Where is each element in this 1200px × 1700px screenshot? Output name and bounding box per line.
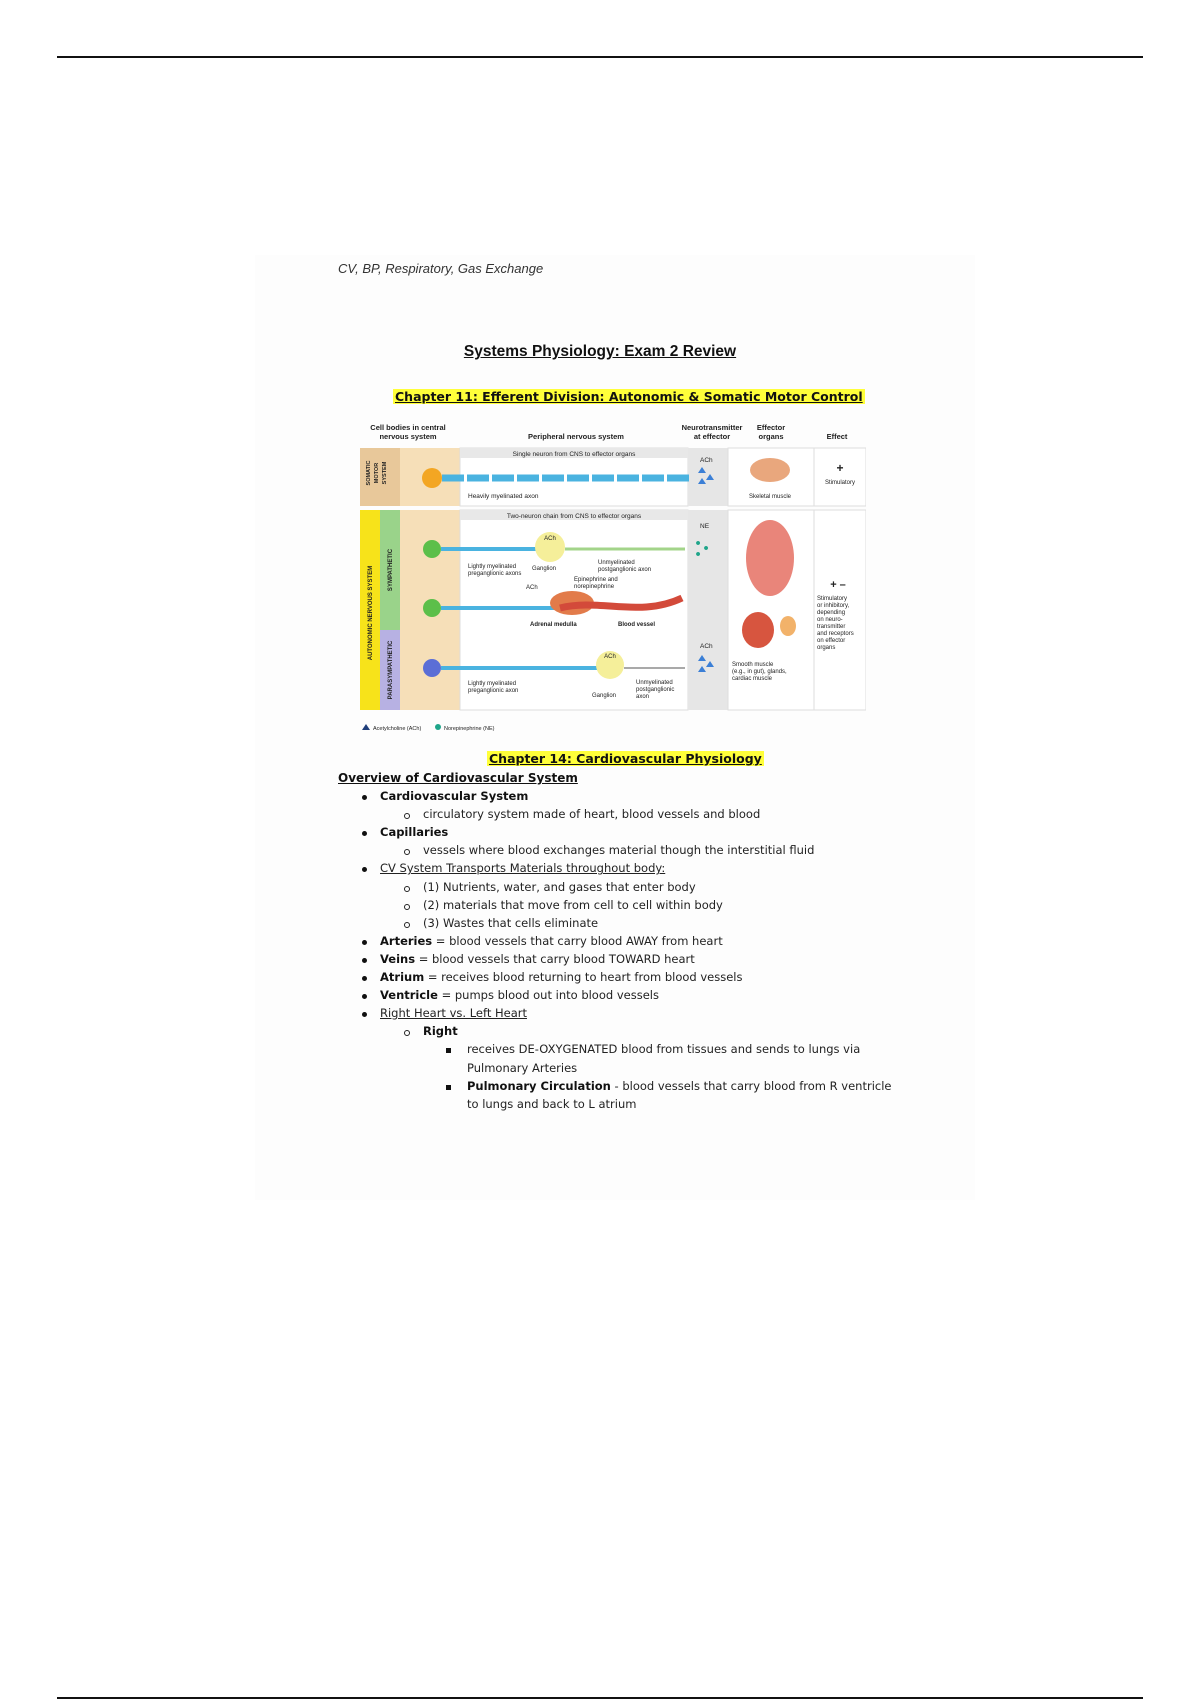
overview-heading: Overview of Cardiovascular System: [338, 771, 578, 785]
outline-item: [423, 916, 598, 930]
symp-post-1: Unmyelinated: [598, 560, 635, 566]
outline-text: Veins: [380, 951, 416, 966]
outline-bullet: [362, 976, 367, 981]
col-effector-1: Effector: [756, 423, 786, 432]
parasympathetic-label: PARASYMPATHETIC: [388, 640, 394, 700]
outline-item: [380, 952, 695, 966]
symp-epi-2: norepinephrine: [574, 584, 615, 590]
outline-item: [380, 825, 448, 839]
para-post-1: Unmyelinated: [636, 680, 673, 686]
col-effect: Effect: [826, 432, 848, 441]
outline-text: Arteries: [380, 933, 433, 948]
para-neuron: [423, 659, 441, 677]
outline-item: [423, 807, 760, 821]
symp-ach2: ACh: [526, 585, 538, 591]
outline-item: [467, 1061, 577, 1075]
para-nt: ACh: [700, 643, 713, 650]
symp-pre-2: preganglionic axons: [468, 571, 522, 577]
chapter-11-heading: Chapter 11: Efferent Division: Autonomic & Somatic Motor Control: [395, 389, 863, 404]
outline-bullet: [362, 958, 367, 963]
symp-neuron-2: [423, 599, 441, 617]
bottom-rule: [57, 1697, 1143, 1699]
skeletal-muscle-label: Skeletal muscle: [748, 494, 792, 500]
outline-text: = blood vessels that carry blood TOWARD heart: [415, 951, 695, 966]
outline-item: [423, 880, 696, 894]
somatic-label-3: SYSTEM: [382, 461, 388, 485]
outline-text: = blood vessels that carry blood AWAY from heart: [432, 933, 723, 948]
svg-text:on neuro-: on neuro-: [817, 617, 843, 623]
somatic-banner: Single neuron from CNS to effector organs: [512, 451, 636, 458]
outline-text: Pulmonary Circulation: [467, 1078, 611, 1093]
outline-item: [467, 1097, 636, 1111]
col-cell-bodies-2: nervous system: [379, 432, 437, 441]
outline-text: CV System Transports Materials throughout body:: [380, 861, 666, 876]
outline-text: Right: [423, 1024, 458, 1039]
symp-ganglion-label: Ganglion: [532, 566, 557, 572]
header-note: CV, BP, Respiratory, Gas Exchange: [338, 261, 544, 276]
somatic-effect-sign: +: [836, 461, 844, 475]
col-effector-2: organs: [758, 432, 784, 441]
adrenal-label: Adrenal medulla: [530, 622, 577, 628]
top-rule: [57, 56, 1143, 58]
svg-text:Stimulatory: Stimulatory: [817, 596, 848, 602]
chapter-14-heading: Chapter 14: Cardiovascular Physiology: [489, 751, 762, 766]
symp-pre-1: Lightly myelinated: [468, 564, 517, 570]
autonomic-nt-zone: [688, 510, 728, 710]
somatic-axon-label: Heavily myelinated axon: [468, 493, 539, 500]
outline-text: Capillaries: [380, 825, 449, 840]
somatic-effect-zone: [814, 448, 866, 506]
para-ganglion-label: Ganglion: [592, 693, 617, 699]
outline-item: [380, 1006, 527, 1020]
heart-image: [742, 612, 774, 648]
outline-item: [380, 988, 659, 1002]
outline-bullet: [446, 1048, 451, 1053]
digestive-organs-image: [746, 520, 794, 596]
autonomic-banner: Two-neuron chain from CNS to effector organs: [506, 513, 642, 520]
somatic-label-1: SOMATIC: [366, 460, 372, 486]
symp-neuron-1: [423, 540, 441, 558]
outline-text: circulatory system made of heart, blood vessels and blood: [423, 807, 761, 822]
outline-bullet: [404, 904, 410, 910]
symp-ach: ACh: [544, 536, 556, 542]
legend-ne: Norepinephrine (NE): [444, 726, 495, 732]
outline-bullet: [362, 795, 367, 800]
outline-text: Atrium: [380, 970, 425, 984]
col-cell-bodies-1: Cell bodies in central: [370, 423, 446, 432]
somatic-nt: ACh: [700, 457, 713, 464]
outline-text: = pumps blood out into blood vessels: [437, 988, 659, 1003]
legend-ach-icon: [362, 724, 370, 730]
para-ach: ACh: [604, 654, 616, 660]
outline-bullet: [404, 922, 410, 928]
svg-text:and receptors: and receptors: [817, 631, 854, 637]
autonomic-label: AUTONOMIC NERVOUS SYSTEM: [368, 565, 374, 661]
outline-item: [380, 934, 723, 948]
blood-vessel-label: Blood vessel: [618, 622, 656, 628]
outline-item: [423, 1024, 458, 1038]
smooth-muscle-3: cardiac muscle: [732, 676, 773, 682]
legend-ne-icon: [435, 724, 441, 730]
outline-bullet: [362, 940, 367, 945]
outline-text: Cardiovascular System: [380, 789, 529, 803]
symp-epi-1: Epinephrine and: [574, 577, 618, 583]
outline-text: (2) materials that move from cell to cell within body: [423, 897, 723, 912]
outline-bullet: [446, 1085, 451, 1090]
outline-text: (3) Wastes that cells eliminate: [423, 915, 599, 930]
smooth-muscle-1: Smooth muscle: [732, 662, 774, 668]
skeletal-muscle-image: [750, 458, 790, 482]
sympathetic-label: SYMPATHETIC: [388, 548, 394, 592]
outline-text: vessels where blood exchanges material though the interstitial fluid: [423, 843, 815, 858]
svg-text:on effector: on effector: [817, 638, 846, 644]
outline-bullet: [404, 886, 410, 892]
outline-text: Pulmonary Arteries: [467, 1060, 578, 1075]
para-pre-1: Lightly myelinated: [468, 681, 517, 687]
svg-text:organs: organs: [817, 645, 836, 651]
outline-item: [423, 843, 814, 857]
outline-text: Ventricle: [380, 988, 438, 1003]
svg-text:transmitter: transmitter: [817, 624, 846, 630]
para-pre-2: preganglionic axon: [468, 688, 519, 694]
outline-item: [380, 861, 665, 875]
document-title: Systems Physiology: Exam 2 Review: [463, 343, 737, 360]
somatic-label-2: MOTOR: [374, 462, 380, 484]
col-nt-1: Neurotransmitter: [681, 423, 743, 432]
col-peripheral: Peripheral nervous system: [528, 432, 624, 441]
gland-image: [780, 616, 796, 636]
outline-item: [467, 1079, 892, 1093]
somatic-effect: Stimulatory: [824, 480, 856, 486]
para-post-2: postganglionic: [636, 687, 675, 693]
svg-text:depending: depending: [817, 610, 846, 616]
outline-text: receives DE-OXYGENATED blood from tissues and sends to lungs via: [467, 1042, 861, 1057]
outline-text: Right Heart vs. Left Heart: [380, 1006, 528, 1021]
col-nt-2: at effector: [693, 432, 731, 441]
outline-item: [380, 789, 528, 803]
somatic-neuron: [422, 468, 442, 488]
outline-text: to lungs and back to L atrium: [467, 1096, 637, 1111]
svg-text:or inhibitory,: or inhibitory,: [817, 603, 850, 609]
outline-text: = receives blood returning to heart from blood vessels: [424, 970, 743, 984]
outline-item: [380, 970, 743, 984]
autonomic-effect-sign: + –: [830, 579, 846, 591]
symp-ne: NE: [700, 523, 710, 530]
outline-item: [423, 898, 723, 912]
outline-item: [467, 1042, 860, 1056]
outline-text: (1) Nutrients, water, and gases that enter body: [423, 879, 696, 894]
symp-post-2: postganglionic axon: [598, 567, 652, 573]
para-post-3: axon: [636, 694, 650, 700]
legend-ach: Acetylcholine (ACh): [373, 726, 422, 732]
smooth-muscle-2: (e.g., in gut), glands,: [732, 669, 787, 675]
outline-text: - blood vessels that carry blood from R ventricle: [610, 1078, 892, 1093]
autonomic-somatic-figure: [360, 418, 866, 738]
